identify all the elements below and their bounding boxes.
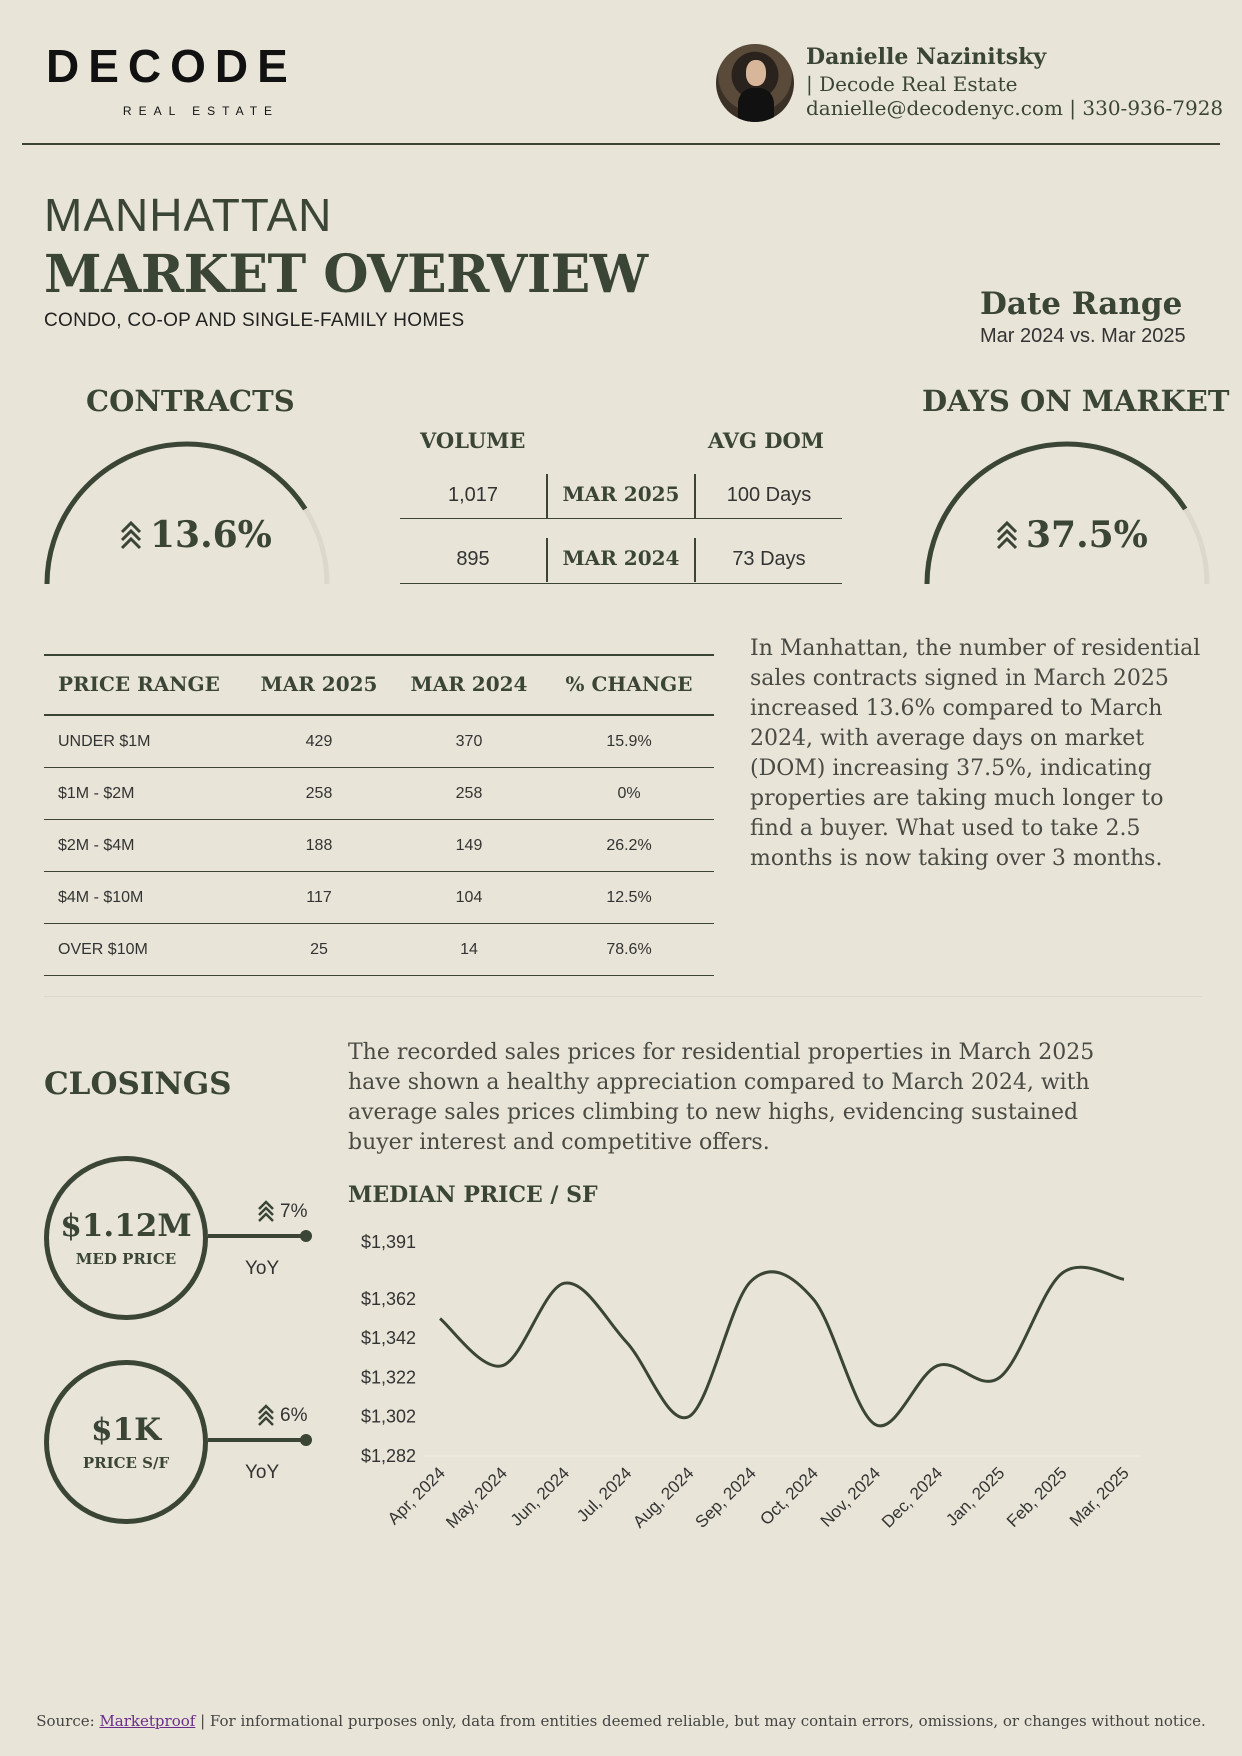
col-mar-2024: MAR 2024 <box>410 672 528 696</box>
cell: 258 <box>305 784 333 802</box>
col-mar-2025: MAR 2025 <box>260 672 378 696</box>
contracts-summary: In Manhattan, the number of residential sales contracts signed in March 2025 increased 13.6% compared to March 2024, with average days on market (DOM) increasing 37.5%, indicating properties are taking much longer to find a buyer. What used to take 2.5 months is now taking over 3 months. <box>750 636 1201 871</box>
cell: 149 <box>455 836 483 854</box>
series-line <box>440 1267 1124 1426</box>
section-divider <box>44 996 1202 997</box>
med-price-value: $1.12M <box>60 1208 192 1244</box>
x-tick-label: Jul, 2024 <box>573 1463 636 1526</box>
volume-header: VOLUME <box>420 428 526 453</box>
logo-wordmark: DECODE <box>46 40 297 92</box>
cell: $2M - $4M <box>58 836 135 854</box>
source-footer <box>0 1712 1242 1730</box>
y-tick-label: $1,362 <box>360 1288 416 1309</box>
price-sf-connector <box>208 1438 304 1442</box>
y-tick-label: $1,302 <box>360 1406 416 1427</box>
logo-subtitle: REAL ESTATE <box>122 104 280 118</box>
date-range-label: Date Range <box>980 286 1183 322</box>
closings-title: CLOSINGS <box>44 1066 232 1102</box>
source-disclaimer: | For informational purposes only, data from entities deemed reliable, but may contain errors, omissions, or changes without notice. <box>200 1712 1206 1730</box>
y-tick-label: $1,342 <box>360 1328 416 1349</box>
dom-title: DAYS ON MARKET <box>922 384 1230 418</box>
cell: 12.5% <box>606 888 652 906</box>
volume-2024: 895 <box>456 548 490 570</box>
agent-avatar <box>716 44 794 122</box>
cell: 15.9% <box>606 732 652 750</box>
dom-change <box>996 514 1148 556</box>
agent-name: Danielle Nazinitsky <box>806 44 1047 70</box>
agent-company: | Decode Real Estate <box>806 72 1018 96</box>
cell: 25 <box>310 940 328 958</box>
cell: 14 <box>460 940 478 958</box>
decode-logo <box>46 40 356 120</box>
cell: 188 <box>305 836 333 854</box>
x-tick-label: Apr, 2024 <box>383 1463 449 1529</box>
cell: 258 <box>455 784 483 802</box>
x-tick-label: Nov, 2024 <box>816 1463 885 1531</box>
date-range-value: Mar 2024 vs. Mar 2025 <box>980 325 1186 347</box>
x-tick-label: Feb, 2025 <box>1003 1463 1071 1531</box>
dom-2024: 73 Days <box>732 548 806 570</box>
med-price-change <box>258 1200 307 1224</box>
med-price-yoy: YoY <box>245 1258 280 1279</box>
volume-2025: 1,017 <box>447 484 499 506</box>
area-title: MANHATTAN <box>44 189 333 241</box>
cell: 0% <box>617 784 641 802</box>
chart-title: MEDIAN PRICE / SF <box>348 1182 598 1208</box>
header-divider <box>22 143 1220 145</box>
cell: OVER $10M <box>58 940 148 958</box>
med-price-change-value: 7% <box>280 1201 308 1222</box>
col-price-range: PRICE RANGE <box>58 672 220 696</box>
cell: 78.6% <box>606 940 652 958</box>
agent-contact[interactable]: danielle@decodenyc.com | 330-936-7928 <box>806 96 1224 120</box>
contracts-title: CONTRACTS <box>86 384 295 418</box>
y-tick-label: $1,391 <box>360 1232 416 1252</box>
table-row <box>44 924 714 976</box>
cell: 429 <box>305 732 333 750</box>
period-mar-2025: MAR 2025 <box>562 482 680 506</box>
med-price-circle <box>44 1156 208 1320</box>
closings-summary: The recorded sales prices for residential properties in March 2025 have shown a healthy appreciation compared to March 2024, with average sales prices climbing to new highs, evidencing sustained buyer interest and competitive offers. <box>348 1040 1095 1155</box>
cell: UNDER $1M <box>58 732 151 750</box>
median-price-sf-chart <box>340 1220 1170 1560</box>
x-tick-label: May, 2024 <box>442 1463 512 1533</box>
dom-2025: 100 Days <box>726 484 812 506</box>
med-price-connector <box>208 1234 304 1238</box>
page-subtitle: CONDO, CO-OP AND SINGLE-FAMILY HOMES <box>44 310 465 331</box>
double-chevron-up-icon <box>996 520 1018 550</box>
page-title: MARKET OVERVIEW <box>44 244 648 305</box>
table-header <box>44 654 714 716</box>
price-sf-yoy: YoY <box>245 1462 280 1483</box>
y-tick-label: $1,282 <box>360 1446 416 1466</box>
price-sf-change <box>258 1404 307 1428</box>
double-chevron-up-icon <box>120 520 142 550</box>
avg-dom-header: AVG DOM <box>708 428 825 453</box>
x-tick-label: Sep, 2024 <box>691 1463 760 1532</box>
contracts-change-value: 13.6% <box>150 514 272 556</box>
table-row <box>44 872 714 924</box>
x-tick-label: Jun, 2024 <box>506 1463 574 1530</box>
col-change: % CHANGE <box>565 672 693 696</box>
x-tick-label: Dec, 2024 <box>878 1463 947 1532</box>
dom-change-value: 37.5% <box>1026 514 1148 556</box>
double-chevron-up-icon <box>258 1200 274 1224</box>
contracts-change <box>120 514 272 556</box>
med-price-label: MED PRICE <box>75 1250 177 1268</box>
cell: $4M - $10M <box>58 888 144 906</box>
double-chevron-up-icon <box>258 1404 274 1428</box>
y-tick-label: $1,322 <box>360 1367 416 1388</box>
price-sf-label: PRICE S/F <box>82 1454 170 1472</box>
source-link[interactable]: Marketproof <box>99 1712 196 1730</box>
cell: 104 <box>455 888 483 906</box>
cell: 370 <box>455 732 483 750</box>
period-mar-2024: MAR 2024 <box>562 546 680 570</box>
x-tick-label: Mar, 2025 <box>1065 1463 1133 1531</box>
cell: 117 <box>306 888 332 906</box>
price-sf-circle <box>44 1360 208 1524</box>
cell: 26.2% <box>606 836 652 854</box>
price-sf-value: $1K <box>90 1412 162 1448</box>
source-prefix: Source: <box>36 1712 95 1730</box>
x-tick-label: Jan, 2025 <box>942 1463 1009 1530</box>
price-sf-change-value: 6% <box>280 1405 308 1426</box>
table-row <box>44 820 714 872</box>
table-row <box>44 768 714 820</box>
table-row <box>44 716 714 768</box>
x-tick-label: Oct, 2024 <box>756 1463 822 1529</box>
cell: $1M - $2M <box>58 784 135 802</box>
x-tick-label: Aug, 2024 <box>629 1463 698 1532</box>
